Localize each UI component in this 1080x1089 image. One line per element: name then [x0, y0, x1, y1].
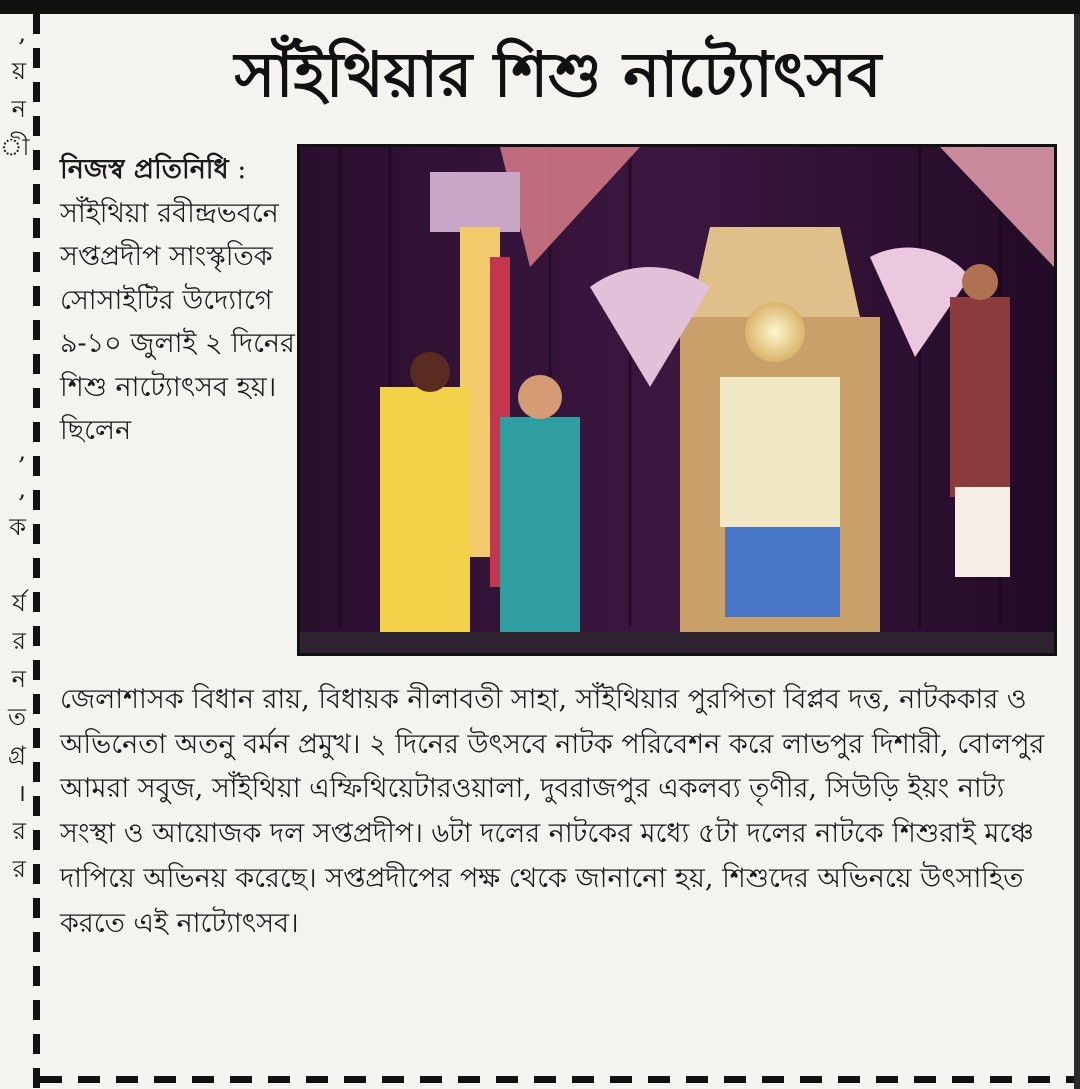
article-body: জেলাশাসক বিধান রায়, বিধায়ক নীলাবতী সাহা, সাঁইথিয়ার পুরপিতা বিপ্লব দত্ত, নাটককার ও অভিনেতা অতনু বর্মন প্রমুখ। ২ দিনের উৎসবে নাটক পরিবেশন করে লাভপুর দিশারী, বোলপুর আমরা সবুজ, সাঁইথিয়া এম্ফিথিয়েটারওয়ালা, দুবরাজপুর একলব্য তৃণীর, সিউড়ি ইয়ং নাট্য সংস্থা ও আয়োজক দল সপ্তপ্রদীপ। ৬টা দলের নাটকের মধ্যে ৫টা দলের নাটকে শিশুরাই মঞ্চে দাপিয়ে অভিনয় করেছে। সপ্তপ্রদীপের পক্ষ থেকে জানানো হয়, শিশুদের অভিনয়ে উৎসাহিত করতে এই নাট্যোৎসব।: [60, 684, 1045, 939]
fragment-text: য়: [11, 57, 26, 85]
top-border: [0, 0, 1080, 14]
article-intro: [60, 148, 296, 453]
fragment-text: [0, 166, 30, 204]
fragment-text: র: [12, 855, 26, 883]
fragment-text: [0, 546, 30, 584]
fragment-text: ,: [18, 475, 26, 503]
byline: নিজস্ব প্রতিনিধি: [60, 154, 229, 185]
adjacent-column-fragment: [0, 14, 30, 1089]
fragment-text: [0, 242, 30, 280]
fragment-text: র্য: [12, 589, 26, 617]
fragment-text: [0, 394, 30, 432]
column-divider: [33, 14, 40, 1089]
fragment-text: [0, 356, 30, 394]
fragment-text: ত: [7, 703, 26, 731]
fragment-text: ন: [11, 95, 26, 123]
intro-text: : সাঁইথিয়া রবীন্দ্রভবনে সপ্তপ্রদীপ সাংস্কৃতিক সোসাইটির উদ্যোগে ৯-১০ জুলাই ২ দিনের শিশু নাট্যোৎসব হয়। ছিলেন: [60, 154, 295, 446]
fragment-text: র: [12, 627, 26, 655]
fragment-text: [0, 318, 30, 356]
children-stage-play-photo: [300, 147, 1054, 653]
stage-photo: [297, 144, 1057, 656]
right-border: [1074, 14, 1080, 1089]
fragment-text: ।: [16, 779, 26, 807]
fragment-text: ,: [18, 19, 26, 47]
bottom-divider: [40, 1076, 1074, 1083]
fragment-text: গ্র: [8, 741, 26, 769]
fragment-text: র: [12, 817, 26, 845]
fragment-text: ,: [18, 437, 26, 465]
fragment-text: ক: [9, 513, 26, 541]
fragment-text: ী: [0, 133, 30, 161]
fragment-text: [0, 204, 30, 242]
fragment-text: ন: [11, 665, 26, 693]
fragment-text: [0, 280, 30, 318]
headline: সাঁইথিয়ার শিশু নাট্যোৎসব: [234, 38, 882, 111]
